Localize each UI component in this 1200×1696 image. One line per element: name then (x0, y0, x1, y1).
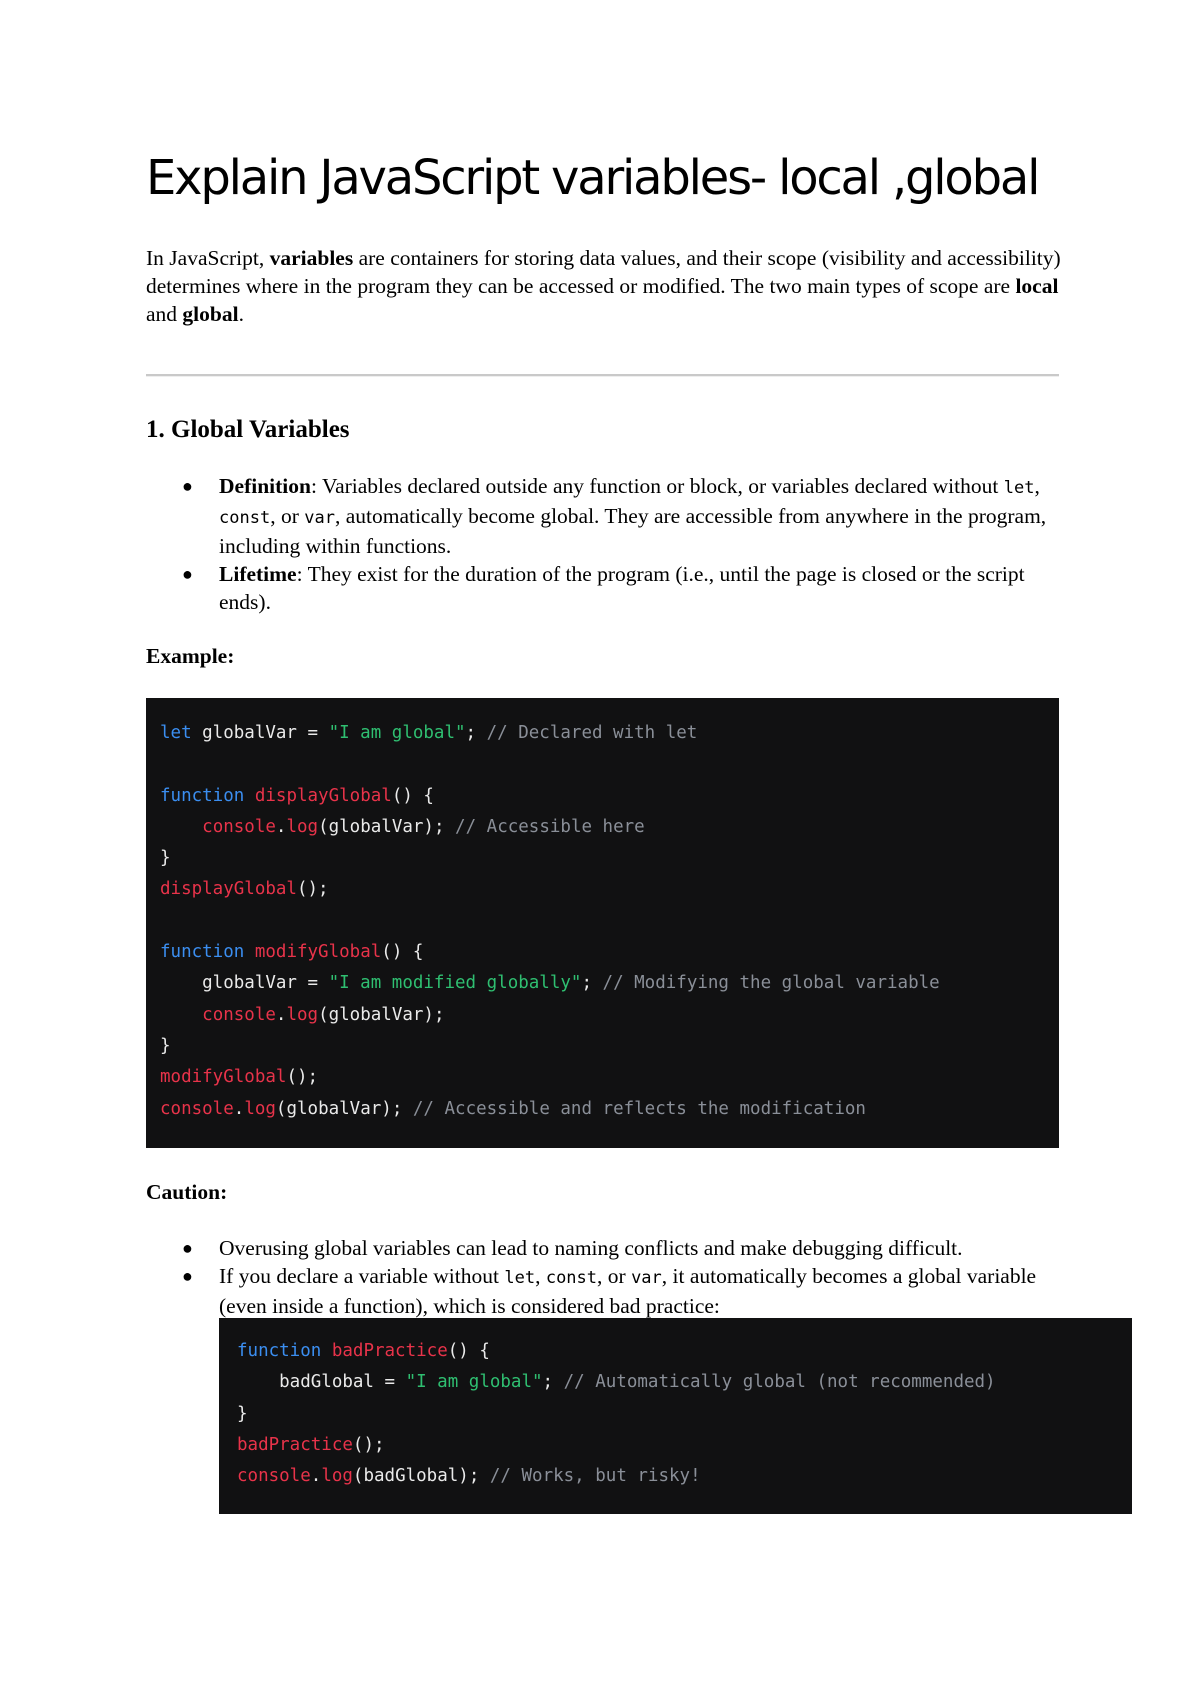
code-line (237, 1430, 1132, 1461)
code-token: log (321, 1466, 353, 1487)
code-token: console (237, 1466, 311, 1487)
code-token: . (275, 816, 287, 837)
code-block-example (146, 698, 1059, 1148)
code-line (160, 718, 1059, 749)
inline-code-let: let (1003, 478, 1035, 498)
code-token: console (202, 816, 276, 837)
caution-list (146, 1234, 1076, 1320)
code-token: . (275, 1004, 287, 1025)
code-token: (badGlobal); (352, 1466, 490, 1487)
code-line (160, 906, 1059, 937)
code-token: (globalVar); (275, 1098, 413, 1119)
separator-text: , or (270, 504, 305, 528)
code-token: "I am global" (405, 1372, 543, 1393)
intro-text: . (238, 302, 244, 326)
code-line (160, 874, 1059, 905)
separator-text: , or (597, 1264, 632, 1288)
code-token: // Modifying the global variable (602, 973, 940, 994)
code-token: globalVar = (160, 973, 329, 994)
global-variables-list (146, 472, 1066, 616)
code-token (160, 1005, 202, 1025)
example-label: Example: (146, 644, 235, 668)
intro-text: are containers for storing data values, and their scope (visibility and accessibility) determines where in the program they can be accessed or modified. The two main types of scope are (146, 246, 1061, 298)
code-line (160, 843, 1059, 874)
code-line (160, 1000, 1059, 1031)
code-token: . (233, 1098, 245, 1119)
code-token: // Works, but risky! (489, 1466, 701, 1487)
inline-code-let: let (504, 1268, 536, 1288)
bullet-icon: ● (182, 1266, 193, 1286)
code-line (237, 1399, 1132, 1430)
code-token (244, 786, 255, 806)
horizontal-divider (146, 374, 1059, 377)
code-token: (globalVar); (318, 1004, 445, 1025)
code-token: log (244, 1098, 276, 1119)
intro-text: In JavaScript, (146, 246, 270, 270)
intro-bold-local: local (1015, 274, 1059, 298)
caution-text: Overusing global variables can lead to naming conflicts and make debugging difficult. (219, 1236, 963, 1260)
code-token: } (160, 1035, 171, 1056)
code-block-bad-practice (219, 1318, 1132, 1514)
code-line (237, 1461, 1132, 1492)
code-token (160, 817, 202, 837)
intro-bold-variables: variables (269, 246, 354, 270)
code-line (160, 1062, 1059, 1093)
code-token: modifyGlobal (160, 1067, 287, 1088)
list-item-definition (146, 472, 1066, 560)
inline-code-const: const (219, 508, 271, 528)
intro-paragraph (146, 244, 1066, 328)
code-token: console (202, 1004, 276, 1025)
inline-code-var: var (304, 508, 335, 528)
code-token: badPractice (237, 1434, 353, 1455)
definition-text: , automatically become global. They are accessible from anywhere in the program, including within functions. (219, 504, 1047, 558)
lifetime-text: : They exist for the duration of the program (i.e., until the page is closed or the script ends). (219, 562, 1025, 614)
code-token: () { (447, 1341, 490, 1361)
code-token: function (160, 785, 245, 806)
list-item-overuse (146, 1234, 1076, 1262)
code-token: (); (296, 879, 329, 900)
code-token: console (160, 1098, 234, 1119)
code-token: } (237, 1403, 248, 1424)
list-item-undeclared (146, 1262, 1076, 1320)
code-token: globalVar = (191, 723, 329, 743)
page-title: Explain JavaScript variables- local ,global (146, 150, 1039, 206)
code-line (237, 1336, 1132, 1367)
code-token: displayGlobal (160, 879, 297, 900)
lifetime-label: Lifetime (219, 562, 297, 586)
inline-code-const: const (545, 1268, 598, 1288)
separator-text: , (1034, 474, 1040, 498)
code-token: modifyGlobal (254, 942, 382, 963)
code-token: displayGlobal (254, 785, 392, 806)
code-line (160, 781, 1059, 812)
code-token: function (237, 1341, 322, 1361)
code-token: // Automatically global (not recommended) (563, 1372, 996, 1393)
code-token: () { (391, 785, 434, 806)
code-line (160, 812, 1059, 843)
code-line (160, 1031, 1059, 1062)
caution-text: , it automatically becomes a global variable (even inside a function), which is considered bad practice: (219, 1264, 1037, 1318)
code-line (160, 968, 1059, 999)
intro-bold-global: global (182, 302, 239, 326)
definition-label: Definition (219, 474, 311, 498)
code-token: // Accessible and reflects the modification (412, 1098, 866, 1119)
caution-text: If you declare a variable without (219, 1264, 505, 1288)
code-token: (); (286, 1067, 319, 1088)
bullet-icon: ● (182, 1238, 193, 1258)
code-line (160, 1094, 1059, 1125)
code-token: } (160, 848, 171, 869)
code-token (244, 942, 255, 962)
code-token: . (310, 1466, 322, 1487)
code-token: "I am modified globally" (328, 973, 582, 994)
code-token: badGlobal = (237, 1372, 406, 1393)
code-token: "I am global" (328, 723, 466, 743)
code-token: ; (581, 973, 603, 994)
code-token: (globalVar); (318, 816, 456, 837)
code-token: let (160, 723, 192, 743)
code-token: ; (465, 723, 487, 743)
code-token: (); (352, 1434, 385, 1455)
list-item-lifetime (146, 560, 1066, 616)
separator-text: , (535, 1264, 546, 1288)
code-line (160, 749, 1059, 780)
intro-text: and (146, 302, 183, 326)
bullet-icon: ● (182, 564, 193, 584)
code-token: log (286, 816, 319, 837)
code-token: // Declared with let (486, 723, 698, 743)
code-token: log (286, 1004, 319, 1025)
code-token (321, 1341, 332, 1361)
code-token: badPractice (331, 1341, 448, 1361)
section-heading-global-variables: 1. Global Variables (146, 416, 350, 443)
code-token: // Accessible here (455, 816, 645, 837)
caution-label: Caution: (146, 1180, 228, 1204)
code-token: function (160, 942, 245, 963)
definition-text: : Variables declared outside any function or block, or variables declared without (310, 474, 1004, 498)
code-token: ; (542, 1372, 564, 1393)
code-line (237, 1367, 1132, 1398)
inline-code-var: var (631, 1268, 662, 1288)
code-token: () { (381, 942, 424, 963)
code-line (160, 937, 1059, 968)
bullet-icon: ● (182, 476, 193, 496)
